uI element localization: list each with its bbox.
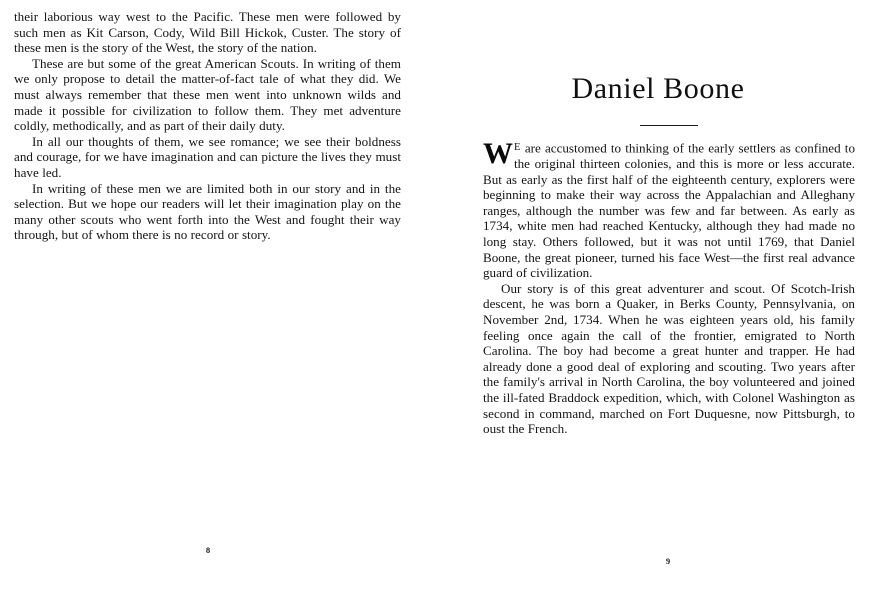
left-page-textblock <box>14 9 401 243</box>
title-divider-rule <box>640 125 698 126</box>
left-page <box>0 0 438 590</box>
chapter-title: Daniel Boone <box>571 72 745 105</box>
right-page-textblock <box>483 137 855 437</box>
opening-paragraph <box>483 137 855 281</box>
paragraph: Our story is of this great adventurer and scout. Of Scotch-Irish descent, he was born a Quaker, in Berks County, Pennsylvania, on November 2nd, 1734. When he was eighteen years old, his family feeling once again the call of the frontier, emigrated to North Carolina. The boy had become a great hunter and trapper. He had already done a good deal of exploring and scouting. Two years after the family's arrival in North Carolina, the boy volunteered and joined the ill-fated Braddock expedition, which, with Colonel Washington as second in command, marched on Fort Duquesne, now Pittsburgh, to oust the French. <box>483 280 855 437</box>
opening-paragraph-text: are accustomed to thinking of the early settlers as confined to the original thirteen colonies, and this is more or less accurate. But as early as the first half of the eighteenth century, explorers were beginning to make their way across the Appalachian and Alleghany ranges, although the number was few and far between. As early as 1734, white men had reached Kentucky, although they had made no long stay. Others followed, but it was not until 1769, that Daniel Boone, the great pioneer, turned his face West—the first real advance guard of civilization. <box>483 140 855 281</box>
paragraph: In all our thoughts of them, we see romance; we see their boldness and courage, for we have imagination and can picture the lives they must have led. <box>14 133 401 180</box>
right-page <box>439 0 877 590</box>
opening-smallcap-letter: E <box>514 142 521 153</box>
paragraph: In writing of these men we are limited both in our story and in the selection. But we hope our readers will let their imagination play on the many other scouts who went forth into the West and fought their way through, but of whom there is no record or story. <box>14 180 401 243</box>
paragraph: their laborious way west to the Pacific. These men were followed by such men as Kit Carson, Cody, Wild Bill Hickok, Custer. The story of these men is the story of the West, the story of the nation. <box>14 9 401 56</box>
page-number-right: 9 <box>665 556 671 566</box>
page-number-left: 8 <box>205 545 211 555</box>
drop-cap-letter: W <box>483 137 513 170</box>
paragraph: These are but some of the great American Scouts. In writing of them we only propose to detail the matter-of-fact tale of what they did. We must always remember that these men went into unknown wilds and made it possible for civilization to follow them. They met adventure coldly, methodically, and as part of their daily duty. <box>14 55 401 134</box>
